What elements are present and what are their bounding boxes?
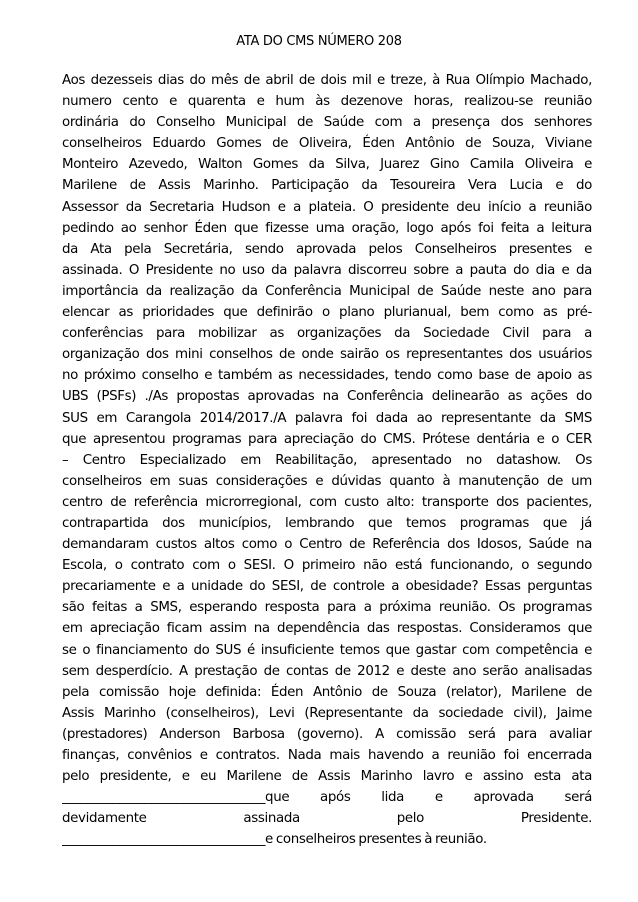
document-body — [62, 70, 592, 850]
body-line: Escola, o contrato com o SESI. O primeiro não está funcionando, o segundo — [62, 558, 592, 574]
body-line: no próximo conselho e também as necessidades, tendo como base de apoio as — [62, 368, 592, 384]
body-line: ordinária do Conselho Municipal de Saúde com a presença dos senhores — [62, 115, 592, 131]
body-line: (prestadores) Anderson Barbosa (governo). A comissão será para avaliar — [62, 726, 592, 742]
body-line: se o financiamento do SUS é insuficiente temos que gastar com competência e — [62, 642, 592, 658]
body-line: Assis Marinho (conselheiros), Levi (Representante da sociedade civil), Jaime — [62, 705, 592, 721]
body-line: pelo presidente, e eu Marilene de Assis Marinho lavro e assino esta ata — [62, 769, 592, 785]
document-title: ATA DO CMS NÚMERO 208 — [236, 34, 402, 49]
body-line: numero cento e quarenta e hum às dezenove horas, realizou-se reunião — [62, 94, 592, 110]
body-line: organização dos mini conselhos de onde sairão os representantes dos usuários — [62, 347, 592, 363]
body-line: conselheiros Eduardo Gomes de Oliveira, Éden Antônio de Souza, Viviane — [62, 136, 592, 152]
body-line: conselheiros em suas considerações e dúvidas quanto à manutenção de um — [62, 473, 592, 489]
body-line: contrapartida dos municípios, lembrando que temos programas que já — [62, 515, 592, 531]
body-line: pedindo ao senhor Éden que fizesse uma oração, logo após foi feita a leitura — [62, 220, 592, 236]
body-line: em apreciação ficam assim na dependência das respostas. Consideramos que — [62, 621, 592, 637]
body-line: que apresentou programas para apreciação do CMS. Prótese dentária e o CER — [62, 431, 592, 447]
signature-line: ________________________________que após lida e aprovada será — [62, 790, 592, 806]
body-line: precariamente e a unidade do SESI, de controle a obesidade? Essas perguntas — [62, 579, 592, 595]
body-line: são feitas a SMS, esperando resposta para a próxima reunião. Os programas — [62, 600, 592, 616]
body-line: centro de referência microrregional, com custo alto: transporte dos pacientes, — [62, 494, 592, 510]
body-line: – Centro Especializado em Reabilitação, apresentado no datashow. Os — [62, 452, 592, 468]
body-line: assinada. O Presidente no uso da palavra discorreu sobre a pauta do dia e da — [62, 262, 592, 278]
body-line: finanças, convênios e contratos. Nada mais havendo a reunião foi encerrada — [62, 748, 592, 763]
body-line: conferências para mobilizar as organizações da Sociedade Civil para a — [62, 326, 592, 342]
body-line: Aos dezesseis dias do mês de abril de dois mil e treze, à Rua Olímpio Machado, — [62, 73, 592, 88]
body-line: sem desperdício. A prestação de contas de 2012 e deste ano serão analisadas — [62, 663, 592, 679]
body-line: Marilene de Assis Marinho. Participação da Tesoureira Vera Lucia e do — [62, 178, 592, 194]
body-line: importância da realização da Conferência Municipal de Saúde neste ano para — [62, 283, 592, 299]
body-line: da Ata pela Secretária, sendo aprovada pelos Conselheiros presentes e — [62, 241, 592, 257]
body-line: Monteiro Azevedo, Walton Gomes da Silva, Juarez Gino Camila Oliveira e — [62, 157, 592, 173]
body-line: pela comissão hoje definida: Éden Antônio de Souza (relator), Marilene de — [62, 684, 592, 700]
body-line: Assessor da Secretaria Hudson e a plateia. O presidente deu início a reunião — [62, 199, 592, 215]
signature-line: ________________________________e conselheiros presentes à reunião. — [62, 832, 487, 848]
body-line: UBS (PSFs) ./As propostas aprovadas na Conferência delinearão as ações do — [62, 389, 592, 405]
body-line: elencar as prioridades que definirão o plano plurianual, bem como as pré- — [62, 305, 592, 321]
body-line: demandaram custos altos como o Centro de Referência dos Idosos, Saúde na — [62, 537, 592, 553]
body-line: devidamente assinada pelo Presidente. — [62, 811, 592, 827]
body-line: SUS em Carangola 2014/2017./A palavra foi dada ao representante da SMS — [62, 410, 592, 426]
